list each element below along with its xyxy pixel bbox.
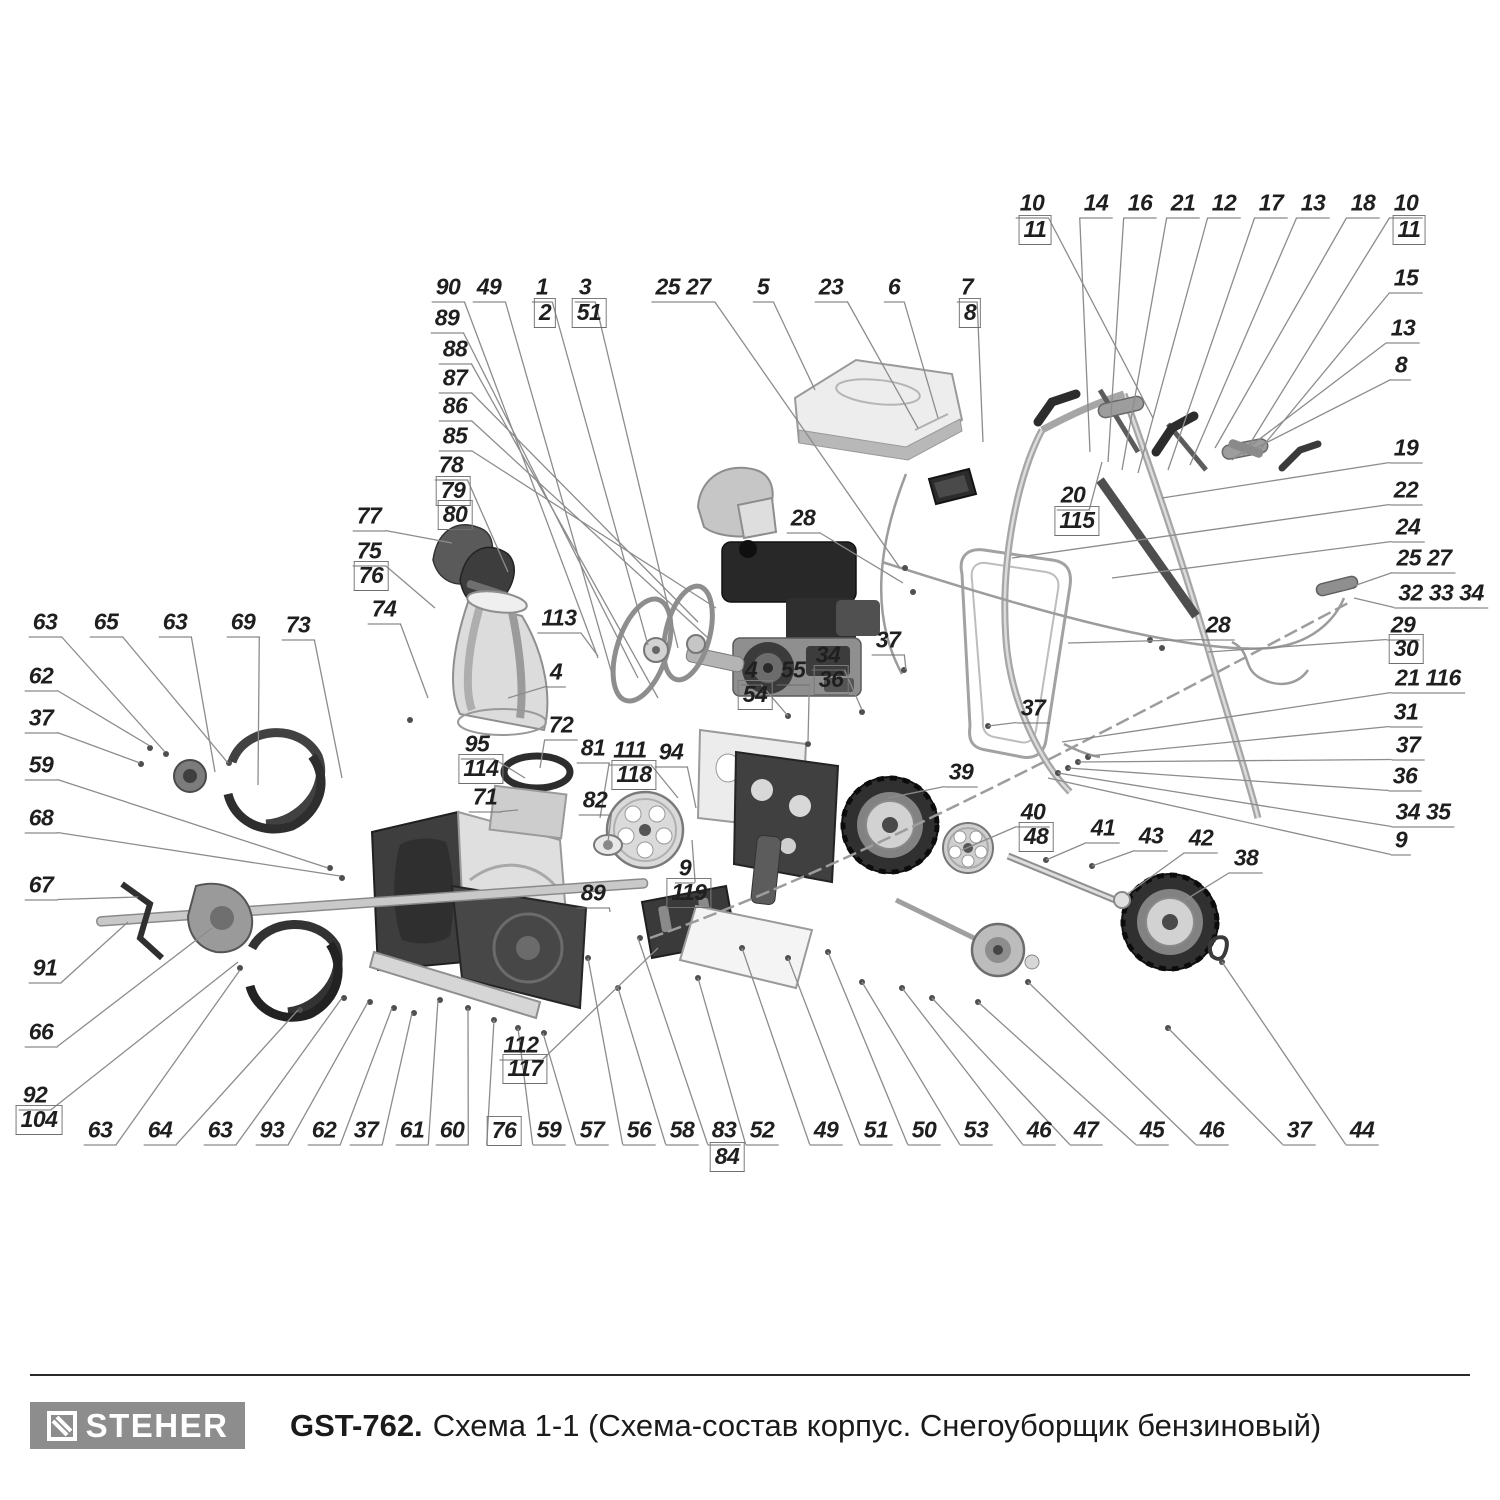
part-label: 37: [1283, 1117, 1316, 1146]
part-label: 49: [473, 274, 506, 303]
part-label: 58: [666, 1117, 699, 1146]
part-label: 7: [957, 274, 977, 303]
part-label: 84: [710, 1142, 745, 1172]
part-label: 48: [1019, 822, 1054, 852]
part-label: 37: [872, 627, 905, 656]
part-label: 93: [256, 1117, 289, 1146]
part-label: 8: [1391, 352, 1411, 381]
part-label: 4: [546, 659, 566, 688]
part-label: 57: [576, 1117, 609, 1146]
part-label: 34 35: [1391, 799, 1454, 828]
part-label: 20: [1057, 482, 1090, 511]
part-label: 29: [1387, 612, 1420, 641]
part-label: 89: [431, 305, 464, 334]
part-label: 52: [746, 1117, 779, 1146]
part-label: 76: [487, 1116, 522, 1146]
part-label: 25 27: [1392, 545, 1455, 574]
steher-logo-mark-icon: [47, 1411, 77, 1441]
part-label: 69: [227, 609, 260, 638]
part-label: 78: [435, 452, 468, 481]
part-label: 76: [354, 561, 389, 591]
part-label: 2: [534, 298, 556, 328]
part-label: 49: [810, 1117, 843, 1146]
part-label: 17: [1255, 190, 1288, 219]
part-label: 10: [1016, 190, 1049, 219]
part-label: 63: [29, 609, 62, 638]
part-label: 59: [25, 752, 58, 781]
model-number: GST-762.: [290, 1408, 423, 1443]
part-label: 30: [1389, 634, 1424, 664]
part-label: 15: [1390, 265, 1423, 294]
part-label: 1: [532, 274, 552, 303]
part-label: 55: [777, 657, 810, 686]
part-label: 63: [84, 1117, 117, 1146]
part-label: 14: [1080, 190, 1113, 219]
part-label: 13: [1297, 190, 1330, 219]
part-label: 86: [439, 393, 472, 422]
part-label: 13: [1387, 315, 1420, 344]
diagram-caption: [290, 1402, 1321, 1449]
footer-divider: [30, 1374, 1470, 1376]
part-label: 22: [1390, 477, 1423, 506]
part-label: 77: [353, 503, 386, 532]
part-label: 111: [609, 737, 650, 766]
part-label: 75: [353, 538, 386, 567]
part-label: 21: [1167, 190, 1200, 219]
part-label: 46: [1023, 1117, 1056, 1146]
part-label: 91: [29, 955, 62, 984]
part-label: 5: [753, 274, 773, 303]
part-label: 28: [787, 505, 820, 534]
part-label: 42: [1185, 825, 1218, 854]
part-label: 113: [537, 605, 580, 634]
part-label: 53: [960, 1117, 993, 1146]
part-label: 90: [432, 274, 465, 303]
part-label: 46: [1196, 1117, 1229, 1146]
part-label: 118: [611, 760, 656, 790]
part-label: 19: [1390, 435, 1423, 464]
part-label: 36: [1389, 763, 1422, 792]
part-label: 24: [1392, 514, 1425, 543]
part-label: 3: [575, 274, 595, 303]
part-label: 11: [1393, 215, 1426, 245]
part-label: 9: [1391, 827, 1411, 856]
part-label: 41: [1087, 815, 1120, 844]
part-label: 119: [666, 878, 711, 908]
part-label: 32 33 34: [1394, 580, 1488, 609]
part-label: 114: [458, 754, 503, 784]
part-label: 44: [1346, 1117, 1379, 1146]
part-label: 6: [884, 274, 904, 303]
part-label: 4: [741, 657, 761, 686]
part-label: 40: [1017, 799, 1050, 828]
part-label: 63: [159, 609, 192, 638]
part-label: 82: [579, 787, 612, 816]
part-label: 37: [25, 705, 58, 734]
part-label: 104: [16, 1105, 63, 1135]
part-label: 31: [1390, 699, 1423, 728]
part-label: 12: [1208, 190, 1241, 219]
part-label: 81: [577, 735, 610, 764]
part-label: 62: [308, 1117, 341, 1146]
part-label: 38: [1230, 845, 1263, 874]
part-label: 66: [25, 1019, 58, 1048]
part-label: 18: [1347, 190, 1380, 219]
part-label: 83: [708, 1117, 741, 1146]
part-label: 61: [396, 1117, 429, 1146]
brand-name: STEHER: [85, 1406, 229, 1444]
part-label: 37: [350, 1117, 383, 1146]
part-label: 37: [1017, 695, 1050, 724]
part-label: 79: [436, 476, 471, 506]
caption-text: Схема 1-1 (Схема-состав корпус. Снегоуборщик бензиновый): [432, 1408, 1322, 1443]
part-label: 62: [25, 663, 58, 692]
part-label: 45: [1136, 1117, 1169, 1146]
part-label: 59: [533, 1117, 566, 1146]
part-label: 72: [545, 712, 578, 741]
part-label: 21 116: [1391, 665, 1465, 694]
part-label: 9: [675, 855, 695, 884]
part-label: 73: [282, 612, 315, 641]
part-label: 37: [1392, 732, 1425, 761]
part-label: 39: [945, 759, 978, 788]
part-label: 54: [738, 680, 773, 710]
part-label: 63: [204, 1117, 237, 1146]
part-label: 34: [812, 642, 845, 671]
part-label: 60: [436, 1117, 469, 1146]
part-label: 23: [815, 274, 848, 303]
part-label: 50: [908, 1117, 941, 1146]
part-label: 112: [499, 1032, 542, 1061]
part-label: 43: [1135, 823, 1168, 852]
part-label: 94: [655, 739, 688, 768]
part-label: 71: [469, 784, 502, 813]
part-label: 65: [90, 609, 123, 638]
part-label: 74: [368, 596, 401, 625]
part-label: 115: [1054, 506, 1099, 536]
part-label: 85: [439, 423, 472, 452]
part-label: 28: [1202, 612, 1235, 641]
part-label: 117: [502, 1054, 547, 1084]
part-label: 80: [438, 500, 473, 530]
part-label: 16: [1124, 190, 1157, 219]
part-label: 51: [572, 298, 607, 328]
part-label: 25 27: [651, 274, 714, 303]
part-label: 92: [19, 1082, 52, 1111]
part-label: 64: [144, 1117, 177, 1146]
part-label: 88: [439, 336, 472, 365]
part-label: 11: [1019, 215, 1052, 245]
part-label: 51: [860, 1117, 893, 1146]
part-label: 68: [25, 805, 58, 834]
part-label: 47: [1070, 1117, 1103, 1146]
part-label: 56: [623, 1117, 656, 1146]
part-label: 87: [439, 365, 472, 394]
part-label: 67: [25, 872, 58, 901]
part-label: 8: [959, 298, 981, 328]
part-label: 95: [461, 731, 494, 760]
part-label: 89: [577, 880, 610, 909]
part-label: 36: [814, 665, 849, 695]
steher-logo: [30, 1402, 245, 1449]
part-label: 10: [1390, 190, 1423, 219]
